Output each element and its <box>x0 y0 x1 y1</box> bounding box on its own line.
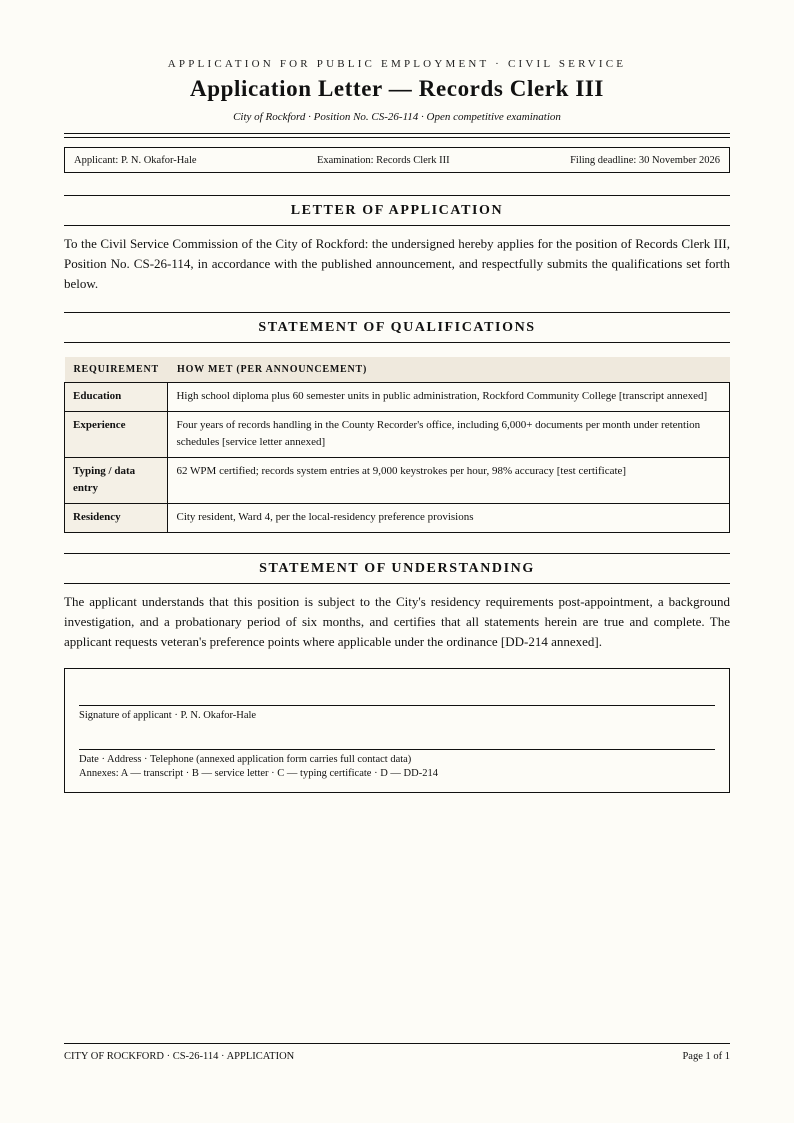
page-number: Page 1 of 1 <box>682 1051 730 1062</box>
requirement-cell: Residency <box>65 503 168 532</box>
document-page <box>64 0 730 1123</box>
table-row <box>65 382 730 411</box>
annexes-list: Annexes: A — transcript · B — service letter · C — typing certificate · D — DD-214 <box>79 768 438 779</box>
how-met-cell: High school diploma plus 60 semester units in public administration, Rockford Community College [transcript annexed] <box>168 382 730 411</box>
table-row <box>65 503 730 532</box>
document-overline: APPLICATION FOR PUBLIC EMPLOYMENT · CIVIL SERVICE <box>167 58 627 70</box>
date-line <box>79 749 715 750</box>
understanding-body: The applicant understands that this position is subject to the City's residency requirements post-appointment, a background investigation, and a probationary period of six months, and certifies that all statements herein are true and complete. The applicant requests veteran's preference points where applicable under the ordinance [DD-214 annexed]. <box>64 594 730 649</box>
document-title: Application Letter — Records Clerk III <box>190 76 604 101</box>
filing-deadline: Filing deadline: 30 November 2026 <box>570 154 720 166</box>
how-met-cell: Four years of records handling in the County Recorder's office, including 6,000+ documents per month under retention schedules [service letter annexed] <box>168 411 730 457</box>
applicant-info-box <box>64 147 730 173</box>
footer-rule <box>64 1043 730 1044</box>
table-header-row <box>65 357 730 382</box>
qualifications-table <box>64 357 730 533</box>
signature-box <box>64 668 730 793</box>
table-row <box>65 457 730 503</box>
date-address-label: Date · Address · Telephone (annexed application form carries full contact data) <box>79 754 412 765</box>
how-met-cell: City resident, Ward 4, per the local-residency preference provisions <box>168 503 730 532</box>
footer-reference: CITY OF ROCKFORD · CS-26-114 · APPLICATION <box>64 1051 295 1062</box>
letter-heading: LETTER OF APPLICATION <box>64 195 730 226</box>
qualifications-heading: STATEMENT OF QUALIFICATIONS <box>64 312 730 343</box>
requirement-cell: Education <box>65 382 168 411</box>
column-header-requirement: REQUIREMENT <box>65 357 168 382</box>
requirement-cell: Typing / data entry <box>65 457 168 503</box>
examination-name: Examination: Records Clerk III <box>316 154 450 166</box>
understanding-heading: STATEMENT OF UNDERSTANDING <box>64 553 730 584</box>
requirement-cell: Experience <box>65 411 168 457</box>
header-rule <box>64 133 730 138</box>
signature-line <box>79 705 715 706</box>
table-row <box>65 411 730 457</box>
letter-body: To the Civil Service Commission of the City of Rockford: the undersigned hereby applies for the position of Records Clerk III, Position No. CS-26-114, in accordance with the published announcement, and respectfully submits the qualifications set forth below. <box>64 236 730 291</box>
column-header-how-met: HOW MET (PER ANNOUNCEMENT) <box>168 357 730 382</box>
applicant-name: Applicant: P. N. Okafor-Hale <box>74 154 197 166</box>
signature-label: Signature of applicant · P. N. Okafor-Hale <box>79 710 257 721</box>
how-met-cell: 62 WPM certified; records system entries at 9,000 keystrokes per hour, 98% accuracy [test certificate] <box>168 457 730 503</box>
document-subtitle: City of Rockford · Position No. CS-26-114 · Open competitive examination <box>233 111 561 123</box>
